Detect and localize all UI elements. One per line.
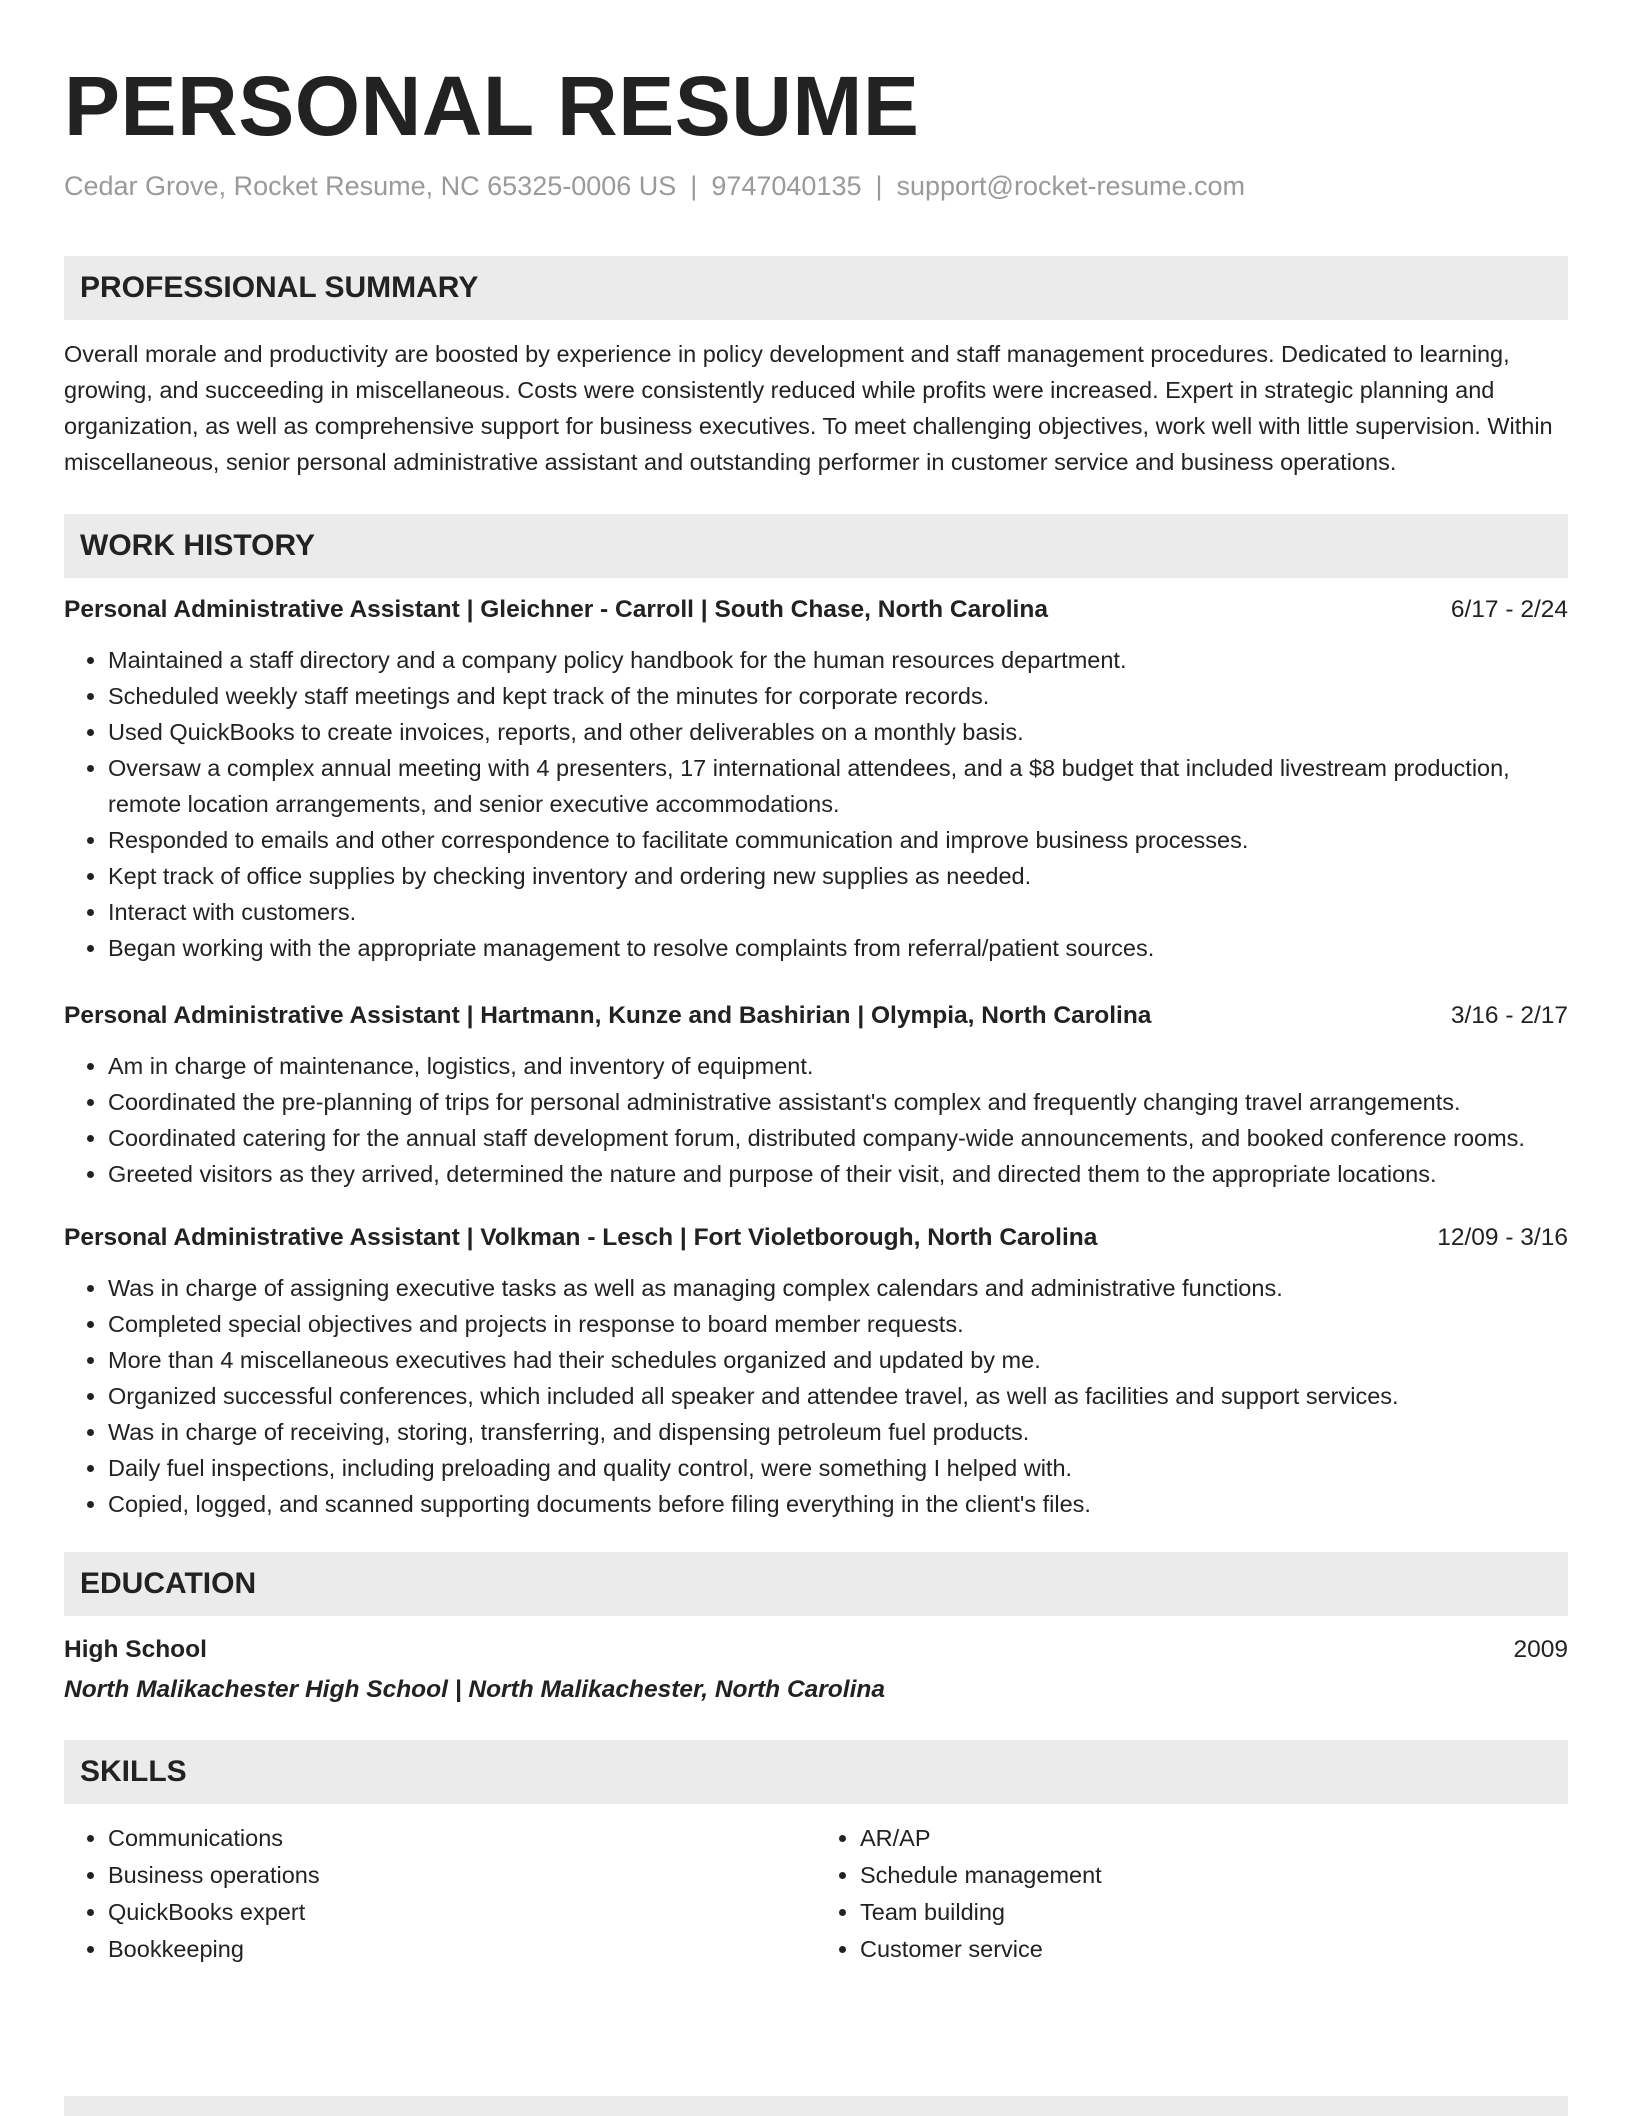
job-header [64,1220,1568,1256]
education-school: North Malikachester High School | North Malikachester, North Carolina [64,1676,885,1703]
job-bullets [64,642,1568,966]
contact-phone: 9747040135 [711,171,862,201]
job-bullets [64,1270,1568,1522]
skills-list [64,1820,816,1968]
contact-email: support@rocket-resume.com [896,171,1246,201]
job-title: Personal Administrative Assistant | Gleichner - Carroll | South Chase, North Carolina [64,596,1048,623]
job-bullet: • Coordinated catering for the annual staff development forum, distributed company-wide announcements, and booked conference rooms. [108,1120,1568,1156]
job-bullet: • Greeted visitors as they arrived, determined the nature and purpose of their visit, and directed them to the appropriate locations. [108,1156,1568,1192]
job-bullet: • Used QuickBooks to create invoices, reports, and other deliverables on a monthly basis. [108,714,1568,750]
section-header-skills: SKILLS [64,1740,1568,1804]
section-header-education: EDUCATION [64,1552,1568,1616]
job-entry [64,1220,1568,1522]
summary-text: Overall morale and productivity are boosted by experience in policy development and staff management procedures. Dedicated to learning, growing, and succeeding in miscellaneous. Costs were consistently reduced while profits were increased. Expert in strategic planning and organization, as well as comprehensive support for business executives. To meet challenging objectives, work well with little supervision. Within miscellaneous, senior personal administrative assistant and outstanding performer in customer service and business operations. [64,341,1553,475]
education-header [64,1632,1568,1668]
job-bullet: • Began working with the appropriate management to resolve complaints from referral/patient sources. [108,930,1568,966]
job-bullet: • Oversaw a complex annual meeting with 4 presenters, 17 international attendees, and a $8 budget that included livestream production, remote location arrangements, and senior executive accommodations. [108,750,1568,822]
skills-list [816,1820,1568,1968]
job-bullets [64,1048,1568,1192]
contact-separator: | [690,171,698,201]
skill-item: • Communications [108,1820,816,1857]
next-section-header-partial [64,2096,1568,2116]
job-bullet: • Responded to emails and other correspondence to facilitate communication and improve business processes. [108,822,1568,858]
job-bullet: • More than 4 miscellaneous executives had their schedules organized and updated by me. [108,1342,1568,1378]
job-dates: 12/09 - 3/16 [1437,1224,1568,1251]
skill-item: • AR/AP [860,1820,1568,1857]
job-dates: 6/17 - 2/24 [1450,596,1568,623]
contact-separator: | [875,171,883,201]
skills-column-right [816,1820,1568,1968]
job-title: Personal Administrative Assistant | Hartmann, Kunze and Bashirian | Olympia, North Carolina [64,1002,1152,1029]
contact-line [64,168,1568,204]
skills-grid [64,1820,1568,1968]
contact-address: Cedar Grove, Rocket Resume, NC 65325-0006 US [64,171,677,201]
skill-item: • Schedule management [860,1857,1568,1894]
job-header [64,998,1568,1034]
job-title: Personal Administrative Assistant | Volkman - Lesch | Fort Violetborough, North Carolina [64,1224,1098,1251]
job-bullet: • Completed special objectives and projects in response to board member requests. [108,1306,1568,1342]
skill-item: • Bookkeeping [108,1931,816,1968]
section-header-summary: PROFESSIONAL SUMMARY [64,256,1568,320]
section-header-work-history: WORK HISTORY [64,514,1568,578]
job-bullet: • Daily fuel inspections, including preloading and quality control, were something I helped with. [108,1450,1568,1486]
job-bullet: • Am in charge of maintenance, logistics, and inventory of equipment. [108,1048,1568,1084]
job-bullet: • Maintained a staff directory and a company policy handbook for the human resources department. [108,642,1568,678]
job-entry [64,592,1568,966]
skill-item: • QuickBooks expert [108,1894,816,1931]
skills-column-left [64,1820,816,1968]
job-bullet: • Kept track of office supplies by checking inventory and ordering new supplies as needed. [108,858,1568,894]
job-bullet: • Copied, logged, and scanned supporting documents before filing everything in the client's files. [108,1486,1568,1522]
job-bullet: • Interact with customers. [108,894,1568,930]
job-bullet: • Was in charge of receiving, storing, transferring, and dispensing petroleum fuel products. [108,1414,1568,1450]
job-bullet: • Coordinated the pre-planning of trips for personal administrative assistant's complex and frequently changing travel arrangements. [108,1084,1568,1120]
skill-item: • Team building [860,1894,1568,1931]
job-header [64,592,1568,628]
job-bullet: • Scheduled weekly staff meetings and kept track of the minutes for corporate records. [108,678,1568,714]
job-dates: 3/16 - 2/17 [1450,1002,1568,1029]
education-degree: High School [64,1636,207,1663]
resume-name: PERSONAL RESUME [64,59,920,153]
skill-item: • Business operations [108,1857,816,1894]
job-bullet: • Was in charge of assigning executive tasks as well as managing complex calendars and administrative functions. [108,1270,1568,1306]
job-entry [64,998,1568,1192]
job-bullet: • Organized successful conferences, which included all speaker and attendee travel, as well as facilities and support services. [108,1378,1568,1414]
education-year: 2009 [1513,1636,1568,1663]
skill-item: • Customer service [860,1931,1568,1968]
